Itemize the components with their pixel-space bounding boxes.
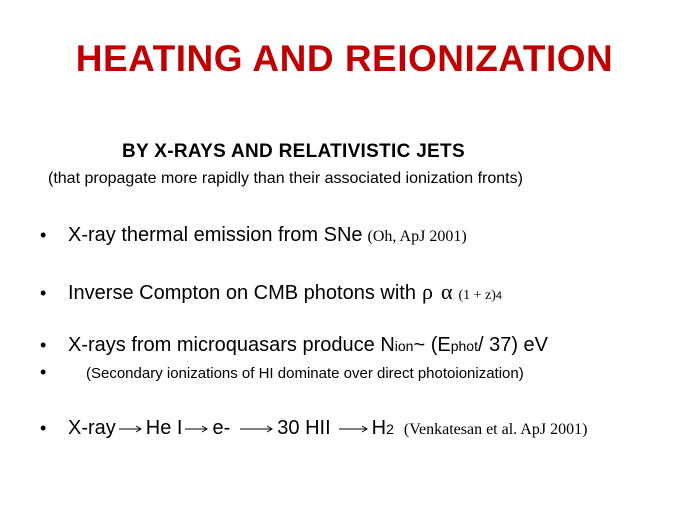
chain-h2: H [371, 417, 387, 439]
subscript-2: 2 [386, 421, 394, 437]
bullet-item-microquasars [40, 334, 548, 357]
slide-title: HEATING AND REIONIZATION [75, 38, 614, 79]
bullet-marker: • [40, 225, 47, 245]
bullet-text: (Secondary ionizations of HI dominate over direct photoionization) [86, 365, 524, 382]
bullet-marker: • [40, 418, 47, 438]
bullet-text-b: ~ (E [413, 334, 451, 356]
redshift-factor: (1 + z) [458, 288, 496, 303]
exponent: 4 [495, 290, 503, 302]
bullet-item-chain [40, 417, 587, 440]
rho-symbol: ρ [421, 279, 433, 304]
bullet-text: Inverse Compton on CMB photons with [68, 282, 416, 304]
right-arrow-icon [240, 424, 274, 434]
right-arrow-icon [119, 424, 143, 434]
chain-electron: e- [212, 417, 231, 439]
bullet-item-secondary [40, 362, 524, 383]
bullet-text-a: X-rays from microquasars produce N [68, 334, 395, 356]
bullet-marker: • [40, 283, 47, 303]
bullet-text: X-ray thermal emission from SNe [68, 224, 363, 246]
slide-subnote: (that propagate more rapidly than their associated ionization fronts) [48, 170, 523, 187]
bullet-marker: • [40, 362, 47, 382]
subscript-ion: ion [394, 338, 414, 354]
reference-citation: (Venkatesan et al. ApJ 2001) [403, 421, 588, 438]
bullet-text-c: / 37) eV [477, 334, 549, 356]
slide-subtitle: BY X-RAYS AND RELATIVISTIC JETS [122, 141, 465, 162]
right-arrow-icon [185, 424, 209, 434]
right-arrow-icon [339, 424, 369, 434]
bullet-item-sne [40, 224, 467, 247]
bullet-marker: • [40, 335, 47, 355]
alpha-symbol: α [440, 279, 453, 304]
chain-xray: X-ray [68, 417, 116, 439]
bullet-item-compton [40, 279, 502, 305]
chain-hii: 30 HII [277, 417, 331, 439]
subscript-phot: phot [450, 338, 478, 354]
chain-hei: He I [145, 417, 183, 439]
reference-citation: (Oh, ApJ 2001) [367, 228, 467, 245]
